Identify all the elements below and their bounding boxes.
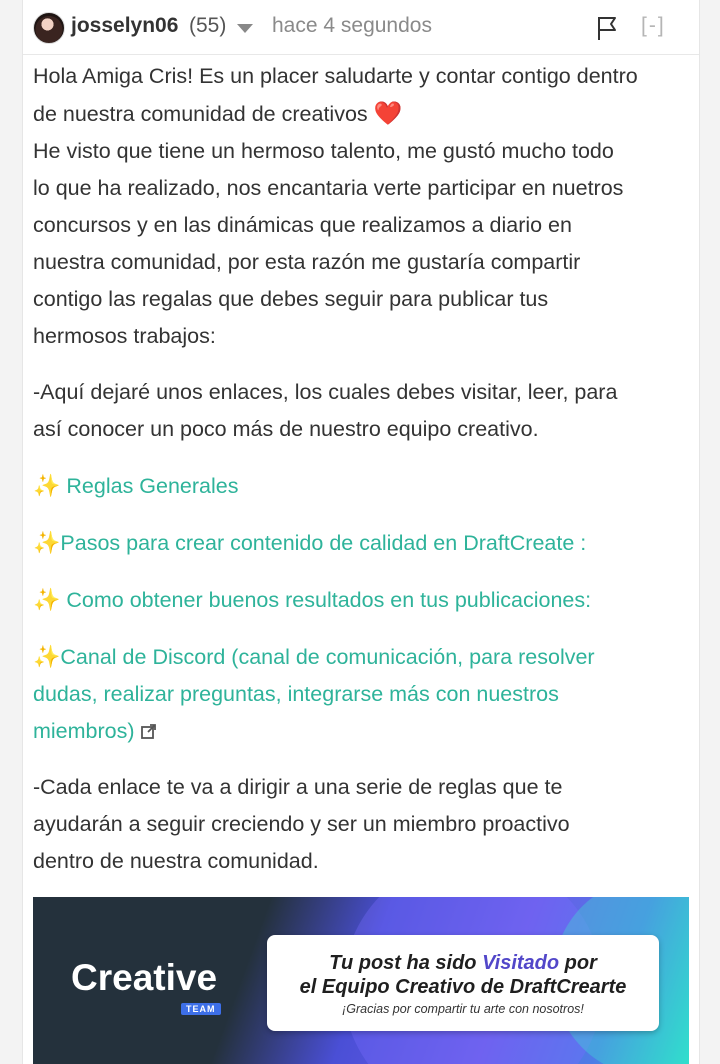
intro-line: contigo las regalas que debes seguir para publicar tus — [33, 287, 549, 311]
link-pasos-contenido[interactable]: Pasos para crear contenido de calidad en DraftCreate : — [60, 531, 587, 555]
link-discord-row — [33, 638, 693, 750]
closing-line: -Cada enlace te va a dirigir a una serie de reglas que te — [33, 775, 563, 799]
visited-line-1 — [267, 951, 659, 975]
closing-text — [33, 769, 693, 880]
username-link[interactable]: josselyn06 — [71, 14, 179, 37]
link-buenos-resultados[interactable]: Como obtener buenos resultados en tus publicaciones: — [66, 588, 592, 612]
visited-text: Tu post ha sido — [329, 952, 483, 974]
sparkle-icon: ✨ — [33, 644, 61, 669]
external-link-icon[interactable] — [141, 724, 156, 739]
intro-line: He visto que tiene un hermoso talento, me gustó mucho todo — [33, 139, 614, 163]
sparkle-icon: ✨ — [33, 473, 61, 498]
visited-text: por — [559, 952, 597, 974]
collapse-button[interactable]: [-] — [641, 14, 666, 37]
heart-icon: ❤️ — [373, 100, 403, 126]
logo-team-badge: TEAM — [181, 1003, 221, 1015]
flag-icon[interactable] — [595, 15, 619, 41]
creative-team-logo — [71, 957, 241, 1017]
intro-line: concursos y en las dinámicas que realizamos a diario en — [33, 213, 572, 237]
comment-card — [22, 0, 700, 1064]
link-results-row — [33, 581, 693, 619]
visited-highlight: Visitado — [482, 952, 560, 974]
link-discord-line[interactable]: dudas, realizar preguntas, integrarse más con nuestros — [33, 682, 559, 706]
sparkle-icon: ✨ — [33, 587, 61, 612]
intro-line: lo que ha realizado, nos encantaria verte participar en nuetros — [33, 176, 624, 200]
intro-line: Hola Amiga Cris! Es un placer saludarte y contar contigo dentro — [33, 64, 638, 88]
sparkle-icon: ✨ — [33, 530, 61, 555]
creative-team-banner — [33, 897, 689, 1064]
links-intro-line: así conocer un poco más de nuestro equipo creativo. — [33, 417, 539, 441]
logo-text: Creative — [71, 957, 218, 998]
avatar[interactable] — [33, 12, 65, 44]
intro-line: nuestra comunidad, por esta razón me gustaría compartir — [33, 250, 581, 274]
reputation-score: (55) — [189, 14, 227, 37]
link-discord-line[interactable]: Canal de Discord (canal de comunicación, para resolver — [60, 645, 595, 669]
visited-line-2: el Equipo Creativo de DraftCrearte — [299, 976, 627, 998]
links-intro-text — [33, 374, 693, 448]
link-rules-row — [33, 467, 693, 505]
visited-thanks: ¡Gracias por compartir tu arte con nosotros! — [342, 1002, 584, 1016]
intro-line: hermosos trabajos: — [33, 324, 216, 348]
visited-message-panel — [267, 935, 659, 1031]
chevron-down-icon[interactable] — [237, 24, 253, 33]
intro-line: de nuestra comunidad de creativos — [33, 102, 368, 126]
intro-text — [33, 58, 693, 355]
link-steps-row — [33, 524, 693, 562]
comment-body — [33, 58, 693, 880]
link-reglas-generales[interactable]: Reglas Generales — [66, 474, 239, 498]
closing-line: ayudarán a seguir creciendo y ser un miembro proactivo — [33, 812, 570, 836]
link-discord-line[interactable]: miembros) — [33, 719, 135, 743]
closing-line: dentro de nuestra comunidad. — [33, 849, 319, 873]
comment-header — [23, 0, 699, 55]
timestamp-link[interactable]: hace 4 segundos — [272, 14, 432, 37]
links-intro-line: -Aquí dejaré unos enlaces, los cuales debes visitar, leer, para — [33, 380, 618, 404]
